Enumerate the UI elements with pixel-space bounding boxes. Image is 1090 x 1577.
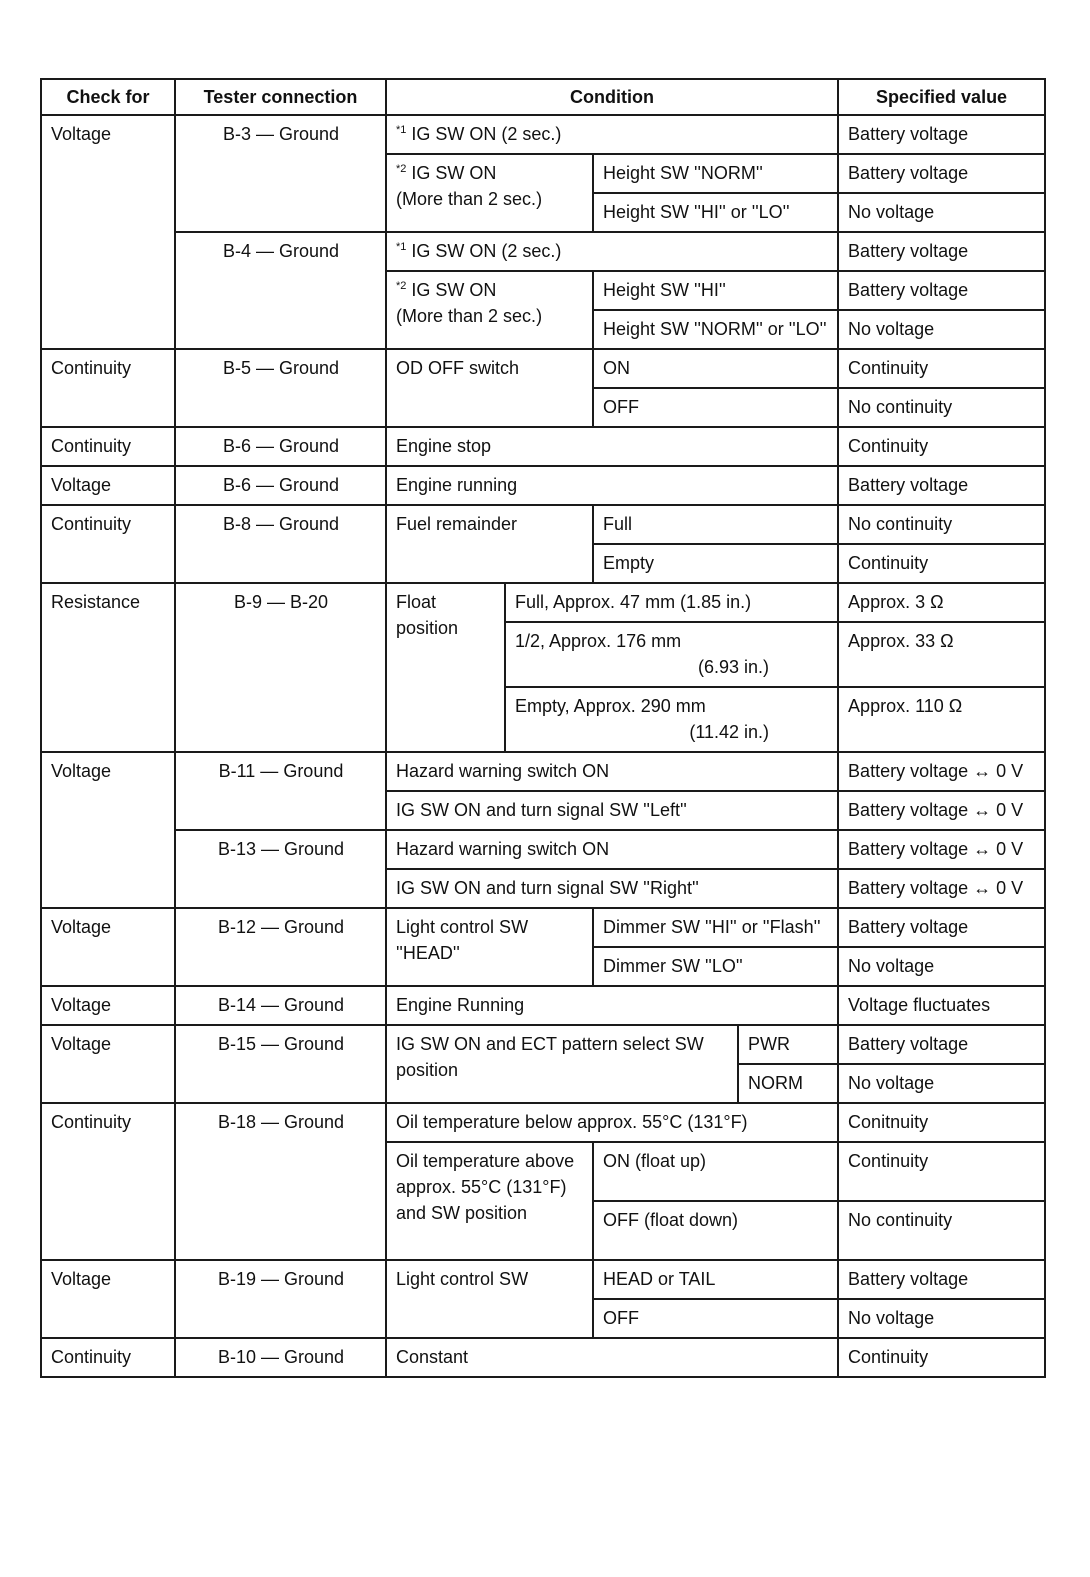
table-row <box>41 232 1045 271</box>
table-row <box>41 830 1045 869</box>
check-for-cell: Voltage <box>41 466 175 505</box>
specified-value-cell: Continuity <box>838 427 1045 466</box>
check-for-cell: Voltage <box>41 1260 175 1338</box>
tester-connection-cell: B-15 — Ground <box>175 1025 386 1103</box>
sub-condition-cell: NORM <box>738 1064 838 1103</box>
specified-value-cell: No voltage <box>838 1064 1045 1103</box>
specified-value-cell: Battery voltage ↔ 0 V <box>838 791 1045 830</box>
check-for-cell: Continuity <box>41 427 175 466</box>
sub-condition-cell: Empty <box>593 544 838 583</box>
condition-cell: IG SW ON and ECT pattern select SW position <box>386 1025 738 1103</box>
specified-value-cell: Battery voltage <box>838 115 1045 154</box>
sub-condition-cell: HEAD or TAIL <box>593 1260 838 1299</box>
table-row <box>41 427 1045 466</box>
specified-value-cell: No voltage <box>838 310 1045 349</box>
tester-connection-cell: B-18 — Ground <box>175 1103 386 1260</box>
specified-value-cell: No voltage <box>838 947 1045 986</box>
specified-value-cell: Battery voltage ↔ 0 V <box>838 869 1045 908</box>
header-check-for: Check for <box>41 79 175 115</box>
condition-cell: Float position <box>386 583 505 752</box>
specified-value-cell: Battery voltage ↔ 0 V <box>838 752 1045 791</box>
specified-value-cell: Continuity <box>838 1338 1045 1377</box>
specified-value-cell: Approx. 3 Ω <box>838 583 1045 622</box>
check-for-cell: Voltage <box>41 908 175 986</box>
condition-cell: Engine Running <box>386 986 838 1025</box>
footnote-mark-1: *1 <box>396 124 407 136</box>
condition-cell <box>386 115 838 154</box>
tester-connection-cell: B-13 — Ground <box>175 830 386 908</box>
check-for-cell: Voltage <box>41 115 175 349</box>
table-row <box>41 349 1045 388</box>
table-row <box>41 505 1045 544</box>
specified-value-cell: Approx. 110 Ω <box>838 687 1045 752</box>
condition-text: IG SW ON (2 sec.) <box>406 241 562 261</box>
sub-condition-line: Empty, Approx. 290 mm <box>515 696 706 716</box>
condition-cell <box>386 271 593 349</box>
tester-connection-cell: B-19 — Ground <box>175 1260 386 1338</box>
specified-value-cell: Battery voltage <box>838 1025 1045 1064</box>
condition-text: IG SW ON <box>406 163 497 183</box>
sub-condition-cell: PWR <box>738 1025 838 1064</box>
condition-cell: Constant <box>386 1338 838 1377</box>
tester-connection-cell: B-3 — Ground <box>175 115 386 232</box>
sub-condition-cell: Height SW ''NORM'' or ''LO'' <box>593 310 838 349</box>
specified-value-cell: Battery voltage ↔ 0 V <box>838 830 1045 869</box>
specified-value-cell: Battery voltage <box>838 154 1045 193</box>
condition-cell: Hazard warning switch ON <box>386 752 838 791</box>
tester-connection-cell: B-5 — Ground <box>175 349 386 427</box>
specified-value-cell: Voltage fluctuates <box>838 986 1045 1025</box>
sub-condition-cell: Full, Approx. 47 mm (1.85 in.) <box>505 583 838 622</box>
tester-connection-cell: B-10 — Ground <box>175 1338 386 1377</box>
table-row <box>41 1260 1045 1299</box>
tester-connection-cell: B-8 — Ground <box>175 505 386 583</box>
sub-condition-cell: OFF <box>593 1299 838 1338</box>
check-for-cell: Continuity <box>41 1338 175 1377</box>
condition-cell: Oil temperature above approx. 55°C (131°F) and SW position <box>386 1142 593 1260</box>
check-for-cell: Voltage <box>41 752 175 908</box>
specified-value-cell: No voltage <box>838 1299 1045 1338</box>
condition-cell: Oil temperature below approx. 55°C (131°F) <box>386 1103 838 1142</box>
sub-condition-line: (6.93 in.) <box>698 657 770 677</box>
sub-condition-cell: OFF (float down) <box>593 1201 838 1260</box>
specified-value-cell: Battery voltage <box>838 1260 1045 1299</box>
specified-value-cell: Battery voltage <box>838 232 1045 271</box>
table-row <box>41 115 1045 154</box>
specified-value-cell: Continuity <box>838 1142 1045 1201</box>
condition-text: (More than 2 sec.) <box>396 306 543 326</box>
tester-connection-cell: B-14 — Ground <box>175 986 386 1025</box>
condition-cell: Engine running <box>386 466 838 505</box>
footnote-mark-2: *2 <box>396 280 407 292</box>
sub-condition-cell: Height SW ''HI'' or ''LO'' <box>593 193 838 232</box>
sub-condition-cell: Dimmer SW ''LO'' <box>593 947 838 986</box>
tester-connection-cell: B-6 — Ground <box>175 466 386 505</box>
table-row <box>41 466 1045 505</box>
table-row <box>41 1338 1045 1377</box>
table-row <box>41 752 1045 791</box>
tester-connection-cell: B-11 — Ground <box>175 752 386 830</box>
sub-condition-cell: ON (float up) <box>593 1142 838 1201</box>
specified-value-cell: Battery voltage <box>838 271 1045 310</box>
condition-text: IG SW ON (2 sec.) <box>406 124 562 144</box>
condition-cell: Hazard warning switch ON <box>386 830 838 869</box>
footnote-mark-1: *1 <box>396 241 407 253</box>
sub-condition-cell: ON <box>593 349 838 388</box>
sub-condition-line: (11.42 in.) <box>689 722 770 742</box>
specified-value-cell: Continuity <box>838 349 1045 388</box>
tester-connection-cell: B-4 — Ground <box>175 232 386 349</box>
condition-cell <box>386 154 593 232</box>
header-tester-connection: Tester connection <box>175 79 386 115</box>
tester-connection-cell: B-12 — Ground <box>175 908 386 986</box>
specified-value-cell: No voltage <box>838 193 1045 232</box>
condition-cell: Fuel remainder <box>386 505 593 583</box>
table-row <box>41 1025 1045 1064</box>
specified-value-cell: No continuity <box>838 388 1045 427</box>
table-row <box>41 1103 1045 1142</box>
sub-condition-cell <box>505 687 838 752</box>
footnote-mark-2: *2 <box>396 163 407 175</box>
condition-cell: Engine stop <box>386 427 838 466</box>
condition-cell <box>386 232 838 271</box>
sub-condition-cell: Height SW ''HI'' <box>593 271 838 310</box>
specified-value-cell: No continuity <box>838 1201 1045 1260</box>
sub-condition-cell: OFF <box>593 388 838 427</box>
tester-connection-cell: B-6 — Ground <box>175 427 386 466</box>
sub-condition-cell: Height SW ''NORM'' <box>593 154 838 193</box>
tester-connection-cell: B-9 — B-20 <box>175 583 386 752</box>
check-for-cell: Continuity <box>41 1103 175 1260</box>
specified-value-cell: Battery voltage <box>838 908 1045 947</box>
check-for-cell: Resistance <box>41 583 175 752</box>
table-row <box>41 986 1045 1025</box>
condition-text: (More than 2 sec.) <box>396 189 543 209</box>
condition-cell: IG SW ON and turn signal SW ''Left'' <box>386 791 838 830</box>
specified-value-cell: No continuity <box>838 505 1045 544</box>
check-for-cell: Voltage <box>41 1025 175 1103</box>
sub-condition-cell: Full <box>593 505 838 544</box>
specified-value-cell: Conitnuity <box>838 1103 1045 1142</box>
check-for-cell: Voltage <box>41 986 175 1025</box>
specified-value-cell: Approx. 33 Ω <box>838 622 1045 687</box>
condition-cell: IG SW ON and turn signal SW ''Right'' <box>386 869 838 908</box>
table-row <box>41 583 1045 622</box>
inspection-table <box>40 78 1046 1378</box>
sub-condition-cell <box>505 622 838 687</box>
specified-value-cell: Continuity <box>838 544 1045 583</box>
sub-condition-cell: Dimmer SW ''HI'' or ''Flash'' <box>593 908 838 947</box>
sub-condition-line: 1/2, Approx. 176 mm <box>515 631 682 651</box>
header-condition: Condition <box>386 79 838 115</box>
condition-text: IG SW ON <box>406 280 497 300</box>
condition-cell: OD OFF switch <box>386 349 593 427</box>
header-specified-value: Specified value <box>838 79 1045 115</box>
table-row <box>41 908 1045 947</box>
header-row <box>41 79 1045 115</box>
check-for-cell: Continuity <box>41 505 175 583</box>
specified-value-cell: Battery voltage <box>838 466 1045 505</box>
condition-cell: Light control SW ''HEAD'' <box>386 908 593 986</box>
check-for-cell: Continuity <box>41 349 175 427</box>
condition-cell: Light control SW <box>386 1260 593 1338</box>
